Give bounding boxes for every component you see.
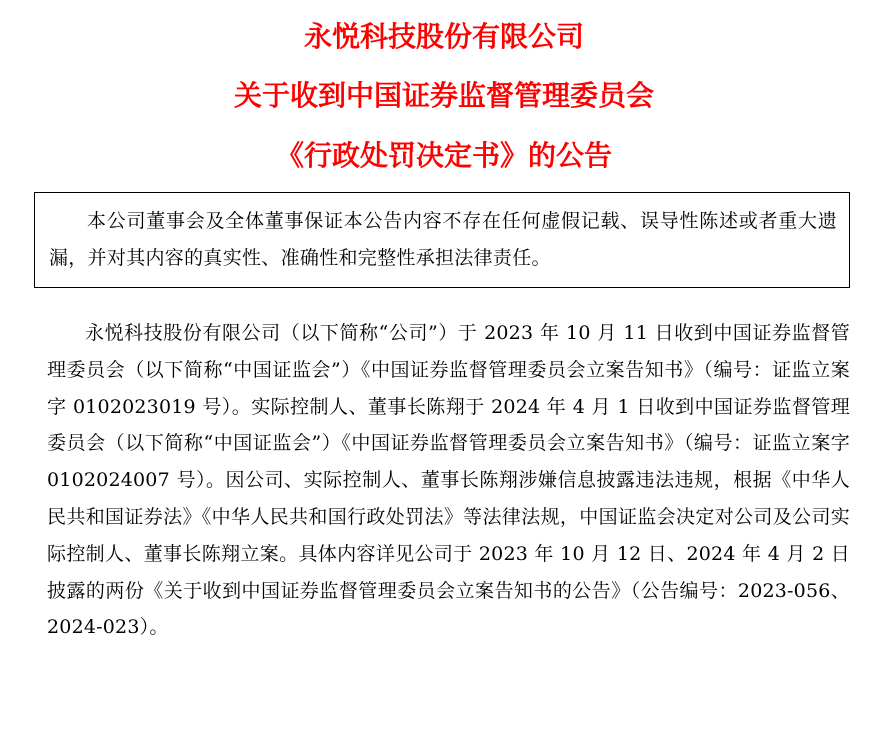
document-title: 《行政处罚决定书》的公告 [275, 139, 612, 172]
board-notice-text: 本公司董事会及全体董事保证本公告内容不存在任何虚假记载、误导性陈述或者重大遗漏，并对其内容的真实性、准确性和完整性承担法律责任。 [49, 210, 837, 269]
subject-title: 关于收到中国证券监督管理委员会 [233, 79, 654, 112]
announcement-body: 永悦科技股份有限公司（以下简称“公司”）于 2023 年 10 月 11 日收到中国证券监督管理委员会（以下简称“中国证监会”）《中国证券监督管理委员会立案告知书》（编号：证监立案字 0102023019 号）。实际控制人、董事长陈翔于 2024 年 4 月 1 日收到中国证券监督管理委员会（以下简称“中国证监会”）《中国证券监督管理委员会立案告知书》（编号：证监立案字 0102024007 号）。因公司、实际控制人、董事长陈翔涉嫌信息披露违法违规，根据《中华人民共和国证券法》《中华人民共和国行政处罚法》等法律法规，中国证监会决定对公司及公司实际控制人、董事长陈翔立案。具体内容详见公司于 2023 年 10 月 12 日、2024 年 4 月 2 日披露的两份《关于收到中国证券监督管理委员会立案告知书的公告》（公告编号：2023-056、2024-023）。 [47, 322, 850, 639]
board-notice-box [34, 192, 850, 288]
company-title: 永悦科技股份有限公司 [303, 20, 584, 53]
